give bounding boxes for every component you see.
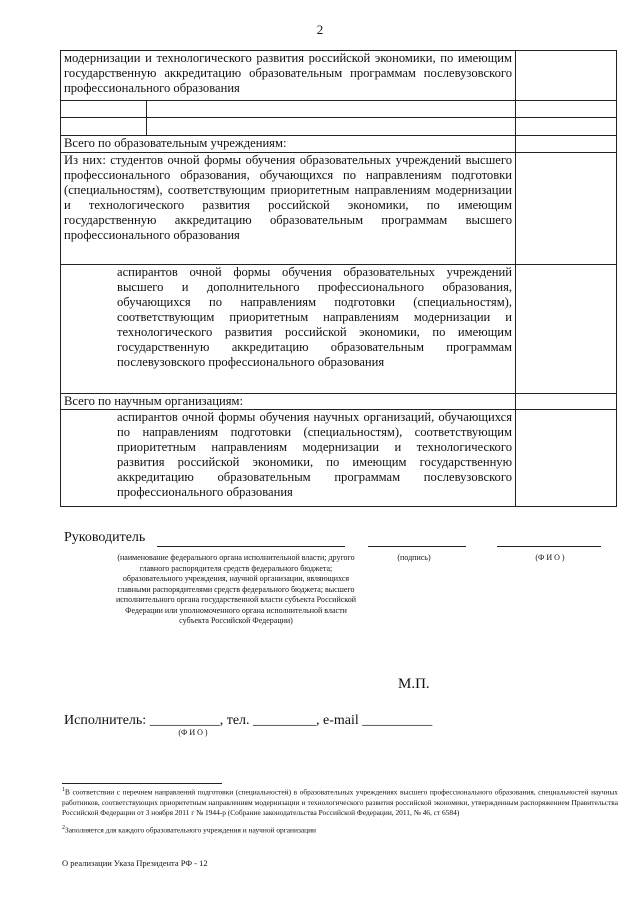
footnote-marker: 2 bbox=[62, 825, 65, 831]
value-cell bbox=[516, 136, 617, 153]
footnote-marker: 1 bbox=[62, 787, 65, 793]
page-number: 2 bbox=[316, 22, 324, 37]
head-label: Руководитель bbox=[64, 530, 146, 545]
footnote-1: $^1$В соответствии с перечнем направлений подготовки (специальностей) в образовательных учреждениях высшего профессионального образования, специальностей научных работников, соответствующих приоритетным направлениям модернизации и технологического развития российской экономики, утвержденным распоряжением Правительства Российской Федерации от 3 ноября 2011 г № 1944-р (Собрание законодательства Российской Федерации, 2011, № 46, ст 6584) bbox=[62, 787, 618, 818]
total-edu-label: Всего по образовательным учреждениям: bbox=[61, 136, 516, 153]
table-row bbox=[61, 51, 617, 101]
table-row bbox=[61, 136, 617, 153]
row-postgrad-continuation: модернизации и технологического развития российской экономики, по имеющим государственную аккредитацию образовательным программам послевузовского профессионального образования bbox=[61, 51, 516, 101]
head-sign-line bbox=[368, 545, 466, 547]
value-cell bbox=[516, 118, 617, 136]
table-row bbox=[61, 265, 617, 394]
table-row bbox=[61, 394, 617, 410]
empty-cell bbox=[61, 101, 147, 118]
footnote-divider bbox=[62, 782, 222, 784]
value-cell bbox=[516, 394, 617, 410]
value-cell bbox=[516, 265, 617, 394]
value-cell bbox=[516, 101, 617, 118]
empty-cell bbox=[147, 118, 516, 136]
total-sci-label: Всего по научным организациям: bbox=[61, 394, 516, 410]
table-row bbox=[61, 410, 617, 507]
head-fio-line bbox=[497, 545, 601, 547]
empty-cell bbox=[147, 101, 516, 118]
head-org-line bbox=[157, 545, 345, 547]
report-table bbox=[60, 50, 617, 507]
value-cell bbox=[516, 410, 617, 507]
footnote-2: $^2$Заполняется для каждого образовательного учреждения и научной организации bbox=[62, 825, 317, 835]
grad-sci-row-text: аспирантов очной формы обучения научных организаций, обучающихся по направлениям подготовки (специальностям), соответствующим приоритетным направлениям модернизации и технологического развития российской экономики, по имеющим государственную аккредитацию образовательным программам послевузовского профессионального образования bbox=[61, 410, 516, 507]
value-cell bbox=[516, 153, 617, 265]
executor-line: Исполнитель: __________, тел. _________, e-mail __________ bbox=[64, 713, 433, 728]
fio-caption: (Ф И О ) bbox=[535, 553, 565, 562]
table-row bbox=[61, 101, 617, 118]
sign-caption: (подпись) bbox=[397, 553, 431, 562]
grad-edu-row-text: аспирантов очной формы обучения образовательных учреждений высшего и дополнительного профессионального образования, обучающихся по направлениям подготовки (специальностям), соответствующим приоритетным направлениям модернизации и технологического развития российской экономики, по имеющим государственную аккредитацию образовательным программам послевузовского профессионального образования bbox=[61, 265, 516, 394]
executor-fio-caption: (Ф И О ) bbox=[178, 728, 208, 737]
empty-cell bbox=[61, 118, 147, 136]
value-cell bbox=[516, 51, 617, 101]
page-footer: О реализации Указа Президента РФ - 12 bbox=[62, 858, 208, 868]
table-row bbox=[61, 153, 617, 265]
students-row-text: Из них: студентов очной формы обучения образовательных учреждений высшего профессионального образования, обучающихся по направлениям подготовки (специальностям), соответствующим приоритетным направлениям модернизации и технологического развития российской экономики, по имеющим государственную аккредитацию образовательным программам высшего профессионального образования bbox=[61, 153, 516, 265]
org-caption: (наименование федерального органа исполнительной власти; другого главного распорядителя средств федерального бюджета; образовательного учреждения, научной организации, являющихся главными распорядителями средств федерального бюджета; высшего исполнительного органа государственной власти субъекта Российской Федерации или уполномоченного органа исполнительной власти субъекта Российской Федерации) bbox=[115, 553, 357, 625]
stamp-label: М.П. bbox=[398, 676, 430, 692]
table-row bbox=[61, 118, 617, 136]
